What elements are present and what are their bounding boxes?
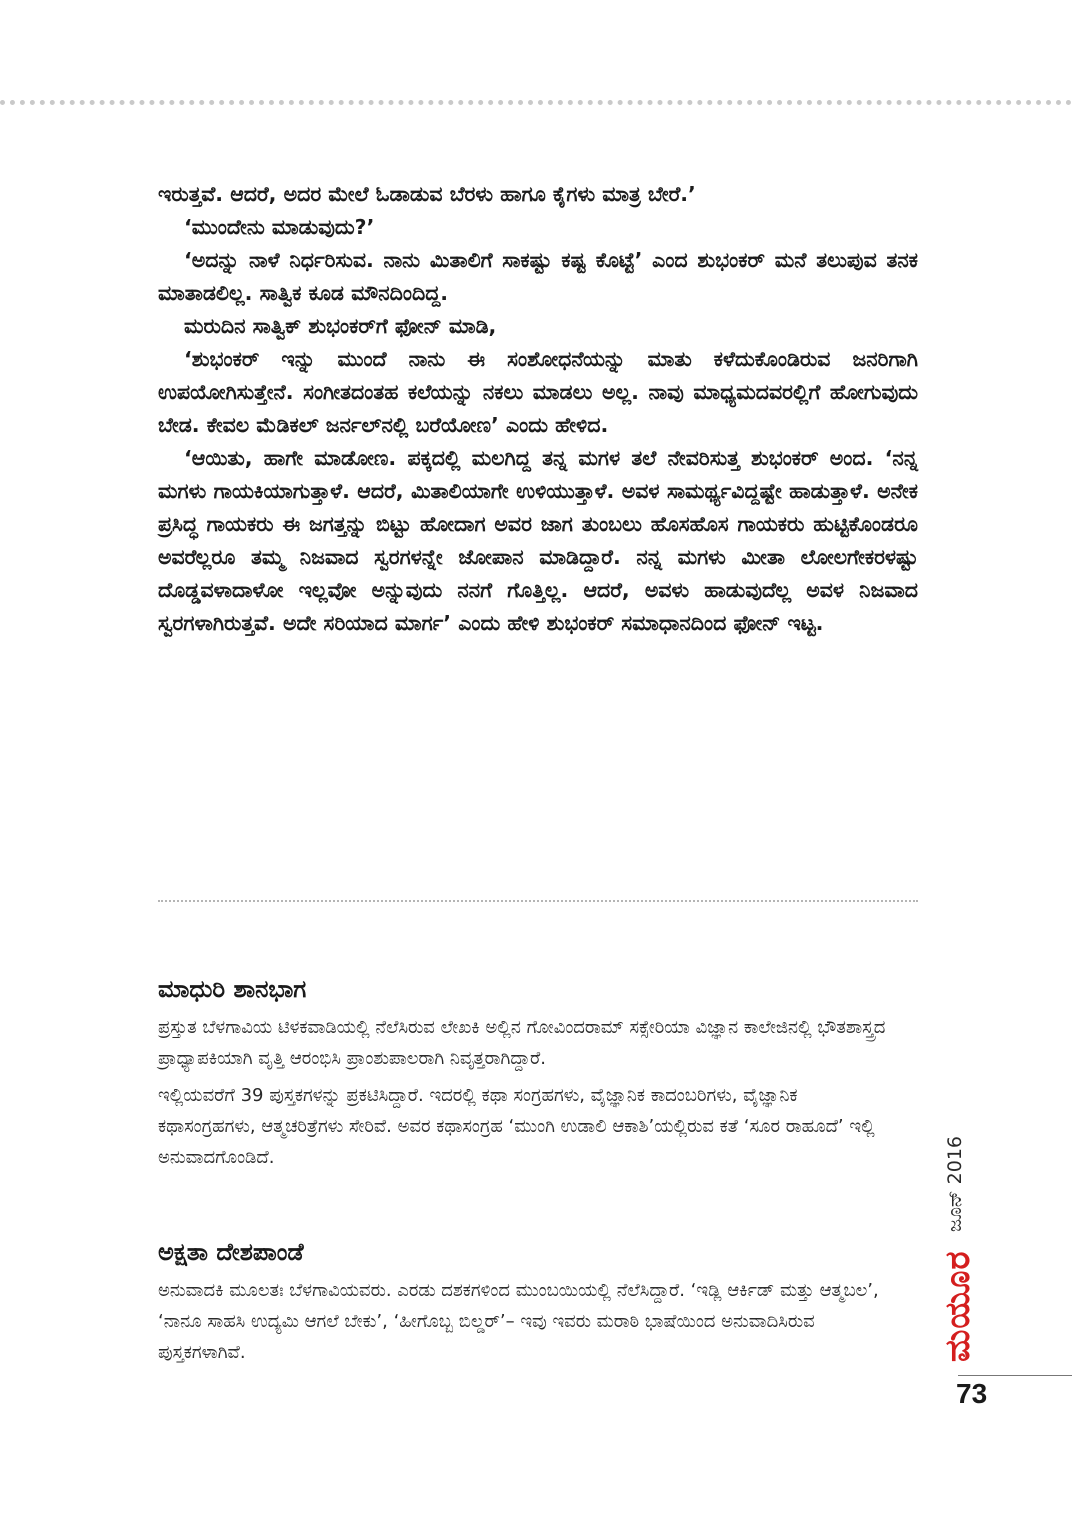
translator-bio-paragraph: ಅನುವಾದಕಿ ಮೂಲತಃ ಬೆಳಗಾವಿಯವರು. ಎರಡು ದಶಕಗಳಿಂದ ಮುಂಬಯಿಯಲ್ಲಿ ನೆಲೆಸಿದ್ದಾರೆ. ‘ಇಡ್ಲಿ ಆರ್ಕಿಡ್ ಮತ್ತು ಆತ್ಮಬಲ’, ‘ನಾನೂ ಸಾಹಸಿ ಉದ್ಯಮಿ ಆಗಲೆ ಬೇಕು’, ‘ಹೀಗೊಬ್ಬ ಬಿಲ್ಡರ್’– ಇವು ಇವರು ಮರಾಠಿ ಭಾಷೆಯಿಂದ ಅನುವಾದಿಸಿರುವ ಪುಸ್ತಕಗಳಾಗಿವೆ. [158, 1280, 879, 1363]
translator-name: ಅಕ್ಷತಾ ದೇಶಪಾಂಡೆ [158, 1238, 304, 1266]
author-bio-paragraph: ಪ್ರಸ್ತುತ ಬೆಳಗಾವಿಯ ಟಿಳಕವಾಡಿಯಲ್ಲಿ ನೆಲೆಸಿರುವ ಲೇಖಕಿ ಅಲ್ಲಿನ ಗೋವಿಂದರಾಮ್ ಸಕ್ಸೇರಿಯಾ ವಿಜ್ಞಾನ ಕಾಲೇಜಿನಲ್ಲಿ ಭೌತಶಾಸ್ತ್ರದ ಪ್ರಾಧ್ಯಾಪಕಿಯಾಗಿ ವೃತ್ತಿ ಆರಂಭಿಸಿ ಪ್ರಾಂಶುಪಾಲರಾಗಿ ನಿವೃತ್ತರಾಗಿದ್ದಾರೆ. [158, 1017, 886, 1069]
story-paragraph: ‘ಅದನ್ನು ನಾಳೆ ನಿರ್ಧರಿಸುವ. ನಾನು ಮಿತಾಲಿಗೆ ಸಾಕಷ್ಟು ಕಷ್ಟ ಕೊಟ್ಟೆ’ ಎಂದ ಶುಭಂಕರ್ ಮನೆ ತಲುಪುವ ತನಕ ಮಾತಾಡಲಿಲ್ಲ. ಸಾತ್ವಿಕ ಕೂಡ ಮೌನದಿಂದಿದ್ದ. [158, 248, 918, 305]
translator-bio [158, 1235, 898, 1374]
page-number-rule [958, 1375, 1072, 1376]
author-bio-paragraph: ಇಲ್ಲಿಯವರೆಗೆ 39 ಪುಸ್ತಕಗಳನ್ನು ಪ್ರಕಟಿಸಿದ್ದಾರೆ. ಇದರಲ್ಲಿ ಕಥಾ ಸಂಗ್ರಹಗಳು, ವೈಜ್ಞಾನಿಕ ಕಾದಂಬರಿಗಳು, ವೈಜ್ಞಾನಿಕ ಕಥಾಸಂಗ್ರಹಗಳು, ಆತ್ಮಚರಿತ್ರೆಗಳು ಸೇರಿವೆ. ಅವರ ಕಥಾಸಂಗ್ರಹ ‘ಮುಂಗಿ ಉಡಾಲಿ ಆಕಾಶಿ’ಯಲ್ಲಿರುವ ಕತೆ ‘ಸೂರ ರಾಹೂದೆ’ ಇಲ್ಲಿ ಅನುವಾದಗೊಂಡಿದೆ. [158, 1085, 875, 1168]
story-paragraph: ಮರುದಿನ ಸಾತ್ವಿಕ್ ಶುಭಂಕರ್‌ಗೆ ಫೋನ್ ಮಾಡಿ, [184, 314, 497, 338]
author-name: ಮಾಧುರಿ ಶಾನಭಾಗ [158, 975, 307, 1003]
top-dotted-divider [0, 100, 1072, 105]
story-text [158, 178, 918, 640]
story-paragraph: ‘ಶುಭಂಕರ್ ಇನ್ನು ಮುಂದೆ ನಾನು ಈ ಸಂಶೋಧನೆಯನ್ನು ಮಾತು ಕಳೆದುಕೊಂಡಿರುವ ಜನರಿಗಾಗಿ ಉಪಯೋಗಿಸುತ್ತೇನೆ. ಸಂಗೀತದಂತಹ ಕಲೆಯನ್ನು ನಕಲು ಮಾಡಲು ಅಲ್ಲ. ನಾವು ಮಾಧ್ಯಮದವರಲ್ಲಿಗೆ ಹೋಗುವುದು ಬೇಡ. ಕೇವಲ ಮೆಡಿಕಲ್ ಜರ್ನಲ್‌ನಲ್ಲಿ ಬರೆಯೋಣ’ ಎಂದು ಹೇಳಿದ. [158, 347, 918, 437]
section-dotted-divider [158, 900, 918, 902]
issue-date: ಜೂನ್ 2016 [944, 1135, 966, 1232]
story-paragraph: ‘ಆಯಿತು, ಹಾಗೇ ಮಾಡೋಣ. ಪಕ್ಕದಲ್ಲಿ ಮಲಗಿದ್ದ ತನ್ನ ಮಗಳ ತಲೆ ನೇವರಿಸುತ್ತ ಶುಭಂಕರ್ ಅಂದ. ‘ನನ್ನ ಮಗಳು ಗಾಯಕಿಯಾಗುತ್ತಾಳೆ. ಆದರೆ, ಮಿತಾಲಿಯಾಗೇ ಉಳಿಯುತ್ತಾಳೆ. ಅವಳ ಸಾಮರ್ಥ್ಯವಿದ್ದಷ್ಟೇ ಹಾಡುತ್ತಾಳೆ. ಅನೇಕ ಪ್ರಸಿದ್ಧ ಗಾಯಕರು ಈ ಜಗತ್ತನ್ನು ಬಿಟ್ಟು ಹೋದಾಗ ಅವರ ಜಾಗ ತುಂಬಲು ಹೊಸಹೊಸ ಗಾಯಕರು ಹುಟ್ಟಿಕೊಂಡರೂ ಅವರೆಲ್ಲರೂ ತಮ್ಮ ನಿಜವಾದ ಸ್ವರಗಳನ್ನೇ ಜೋಪಾನ ಮಾಡಿದ್ದಾರೆ. ನನ್ನ ಮಗಳು ಮೀತಾ ಲೋಲಗೇಕರಳಷ್ಟು ದೊಡ್ಡವಳಾದಾಳೋ ಇಲ್ಲವೋ ಅನ್ನುವುದು ನನಗೆ ಗೊತ್ತಿಲ್ಲ. ಆದರೆ, ಅವಳು ಹಾಡುವುದೆಲ್ಲ ಅವಳ ನಿಜವಾದ ಸ್ವರಗಳಾಗಿರುತ್ತವೆ. ಅದೇ ಸರಿಯಾದ ಮಾರ್ಗ’ ಎಂದು ಹೇಳಿ ಶುಭಂಕರ್ ಸಮಾಧಾನದಿಂದ ಫೋನ್ ಇಟ್ಟ. [158, 446, 918, 635]
story-paragraph: ‘ಮುಂದೇನು ಮಾಡುವುದು?’ [184, 215, 375, 239]
story-paragraph: ಇರುತ್ತವೆ. ಆದರೆ, ಅದರ ಮೇಲೆ ಓಡಾಡುವ ಬೆರಳು ಹಾಗೂ ಕೈಗಳು ಮಾತ್ರ ಬೇರೆ.’ [158, 182, 696, 206]
magazine-logo: ಮಯೂರ [938, 1250, 978, 1362]
author-bio [158, 972, 898, 1179]
page-number: 73 [956, 1378, 988, 1409]
